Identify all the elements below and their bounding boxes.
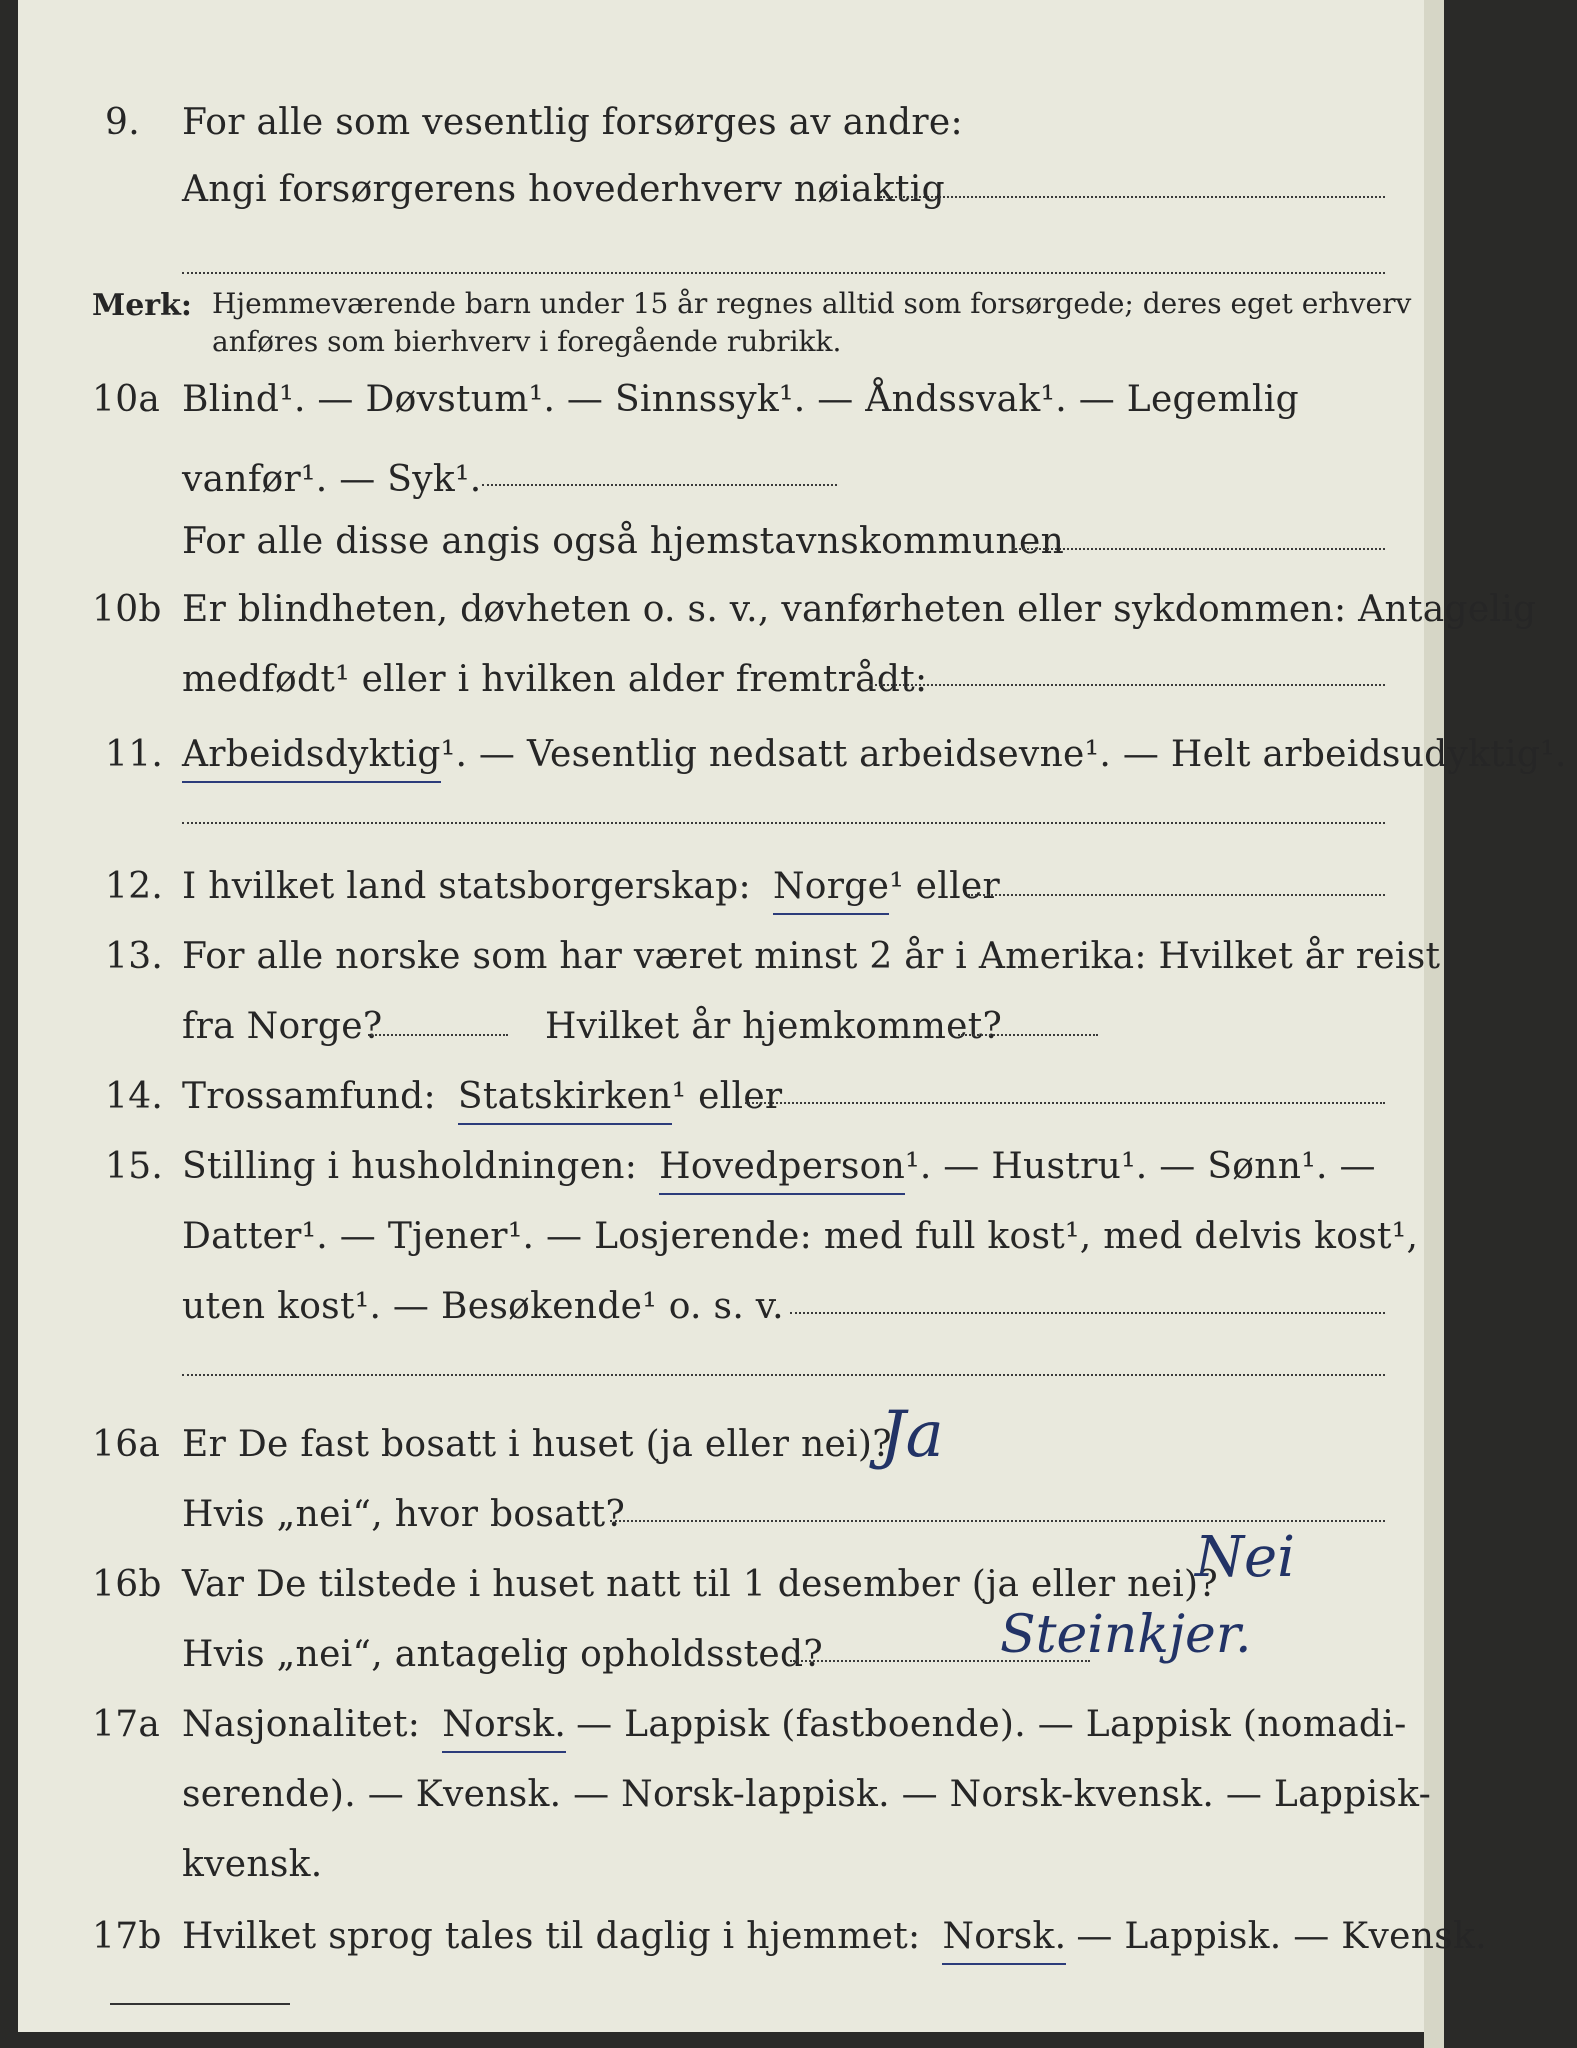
question-text: uten kost¹. — Besøkende¹ o. s. v. xyxy=(182,1286,784,1327)
answer-line[interactable] xyxy=(182,1374,1385,1376)
question-text: — Lappisk (fastboende). — Lappisk (nomadi- xyxy=(576,1704,1407,1745)
question-12-row xyxy=(0,862,1444,912)
question-15-row-3 xyxy=(0,1282,1444,1332)
question-number: 11. xyxy=(105,734,164,775)
question-17a-row xyxy=(0,1700,1444,1750)
selected-option: Norsk. xyxy=(442,1700,566,1753)
answer-line[interactable] xyxy=(368,1034,508,1036)
selected-option: Norge xyxy=(773,862,889,915)
question-text: Blind¹. — Døvstum¹. — Sinnssyk¹. — Åndssvak¹. — Legemlig xyxy=(182,379,1299,420)
question-number: 17b xyxy=(92,1916,162,1957)
question-text: Hvis „nei“, antagelig opholdssted? xyxy=(182,1634,823,1675)
question-number: 13. xyxy=(105,936,164,977)
question-text: Hvilket år hjemkommet? xyxy=(545,1006,1003,1047)
question-text: Nasjonalitet: xyxy=(182,1704,421,1745)
question-15-row-2 xyxy=(0,1212,1444,1262)
question-16a-row xyxy=(0,1420,1444,1470)
selected-option: Arbeidsdyktig xyxy=(182,730,441,783)
question-text: For alle som vesentlig forsørges av andre: xyxy=(182,102,963,143)
question-text: ¹. — Hustru¹. — Sønn¹. — xyxy=(905,1146,1376,1187)
answer-line[interactable] xyxy=(1012,548,1385,550)
question-14-row xyxy=(0,1072,1444,1122)
question-13-row-2 xyxy=(0,1002,1444,1052)
question-number: 16a xyxy=(92,1424,161,1465)
question-11-row xyxy=(0,730,1567,780)
question-text: serende). — Kvensk. — Norsk-lappisk. — Norsk-kvensk. — Lappisk- xyxy=(182,1774,1432,1815)
question-13-row xyxy=(0,932,1444,982)
question-text: vanfør¹. — Syk¹. xyxy=(182,459,482,500)
question-text: ¹. — Vesentlig nedsatt arbeidsevne¹. — Helt arbeidsudyktig¹. xyxy=(440,734,1567,775)
question-text: kvensk. xyxy=(182,1844,323,1885)
selected-option: Norsk. xyxy=(942,1912,1066,1965)
question-text: Hvis „nei“, hvor bosatt? xyxy=(182,1494,626,1535)
question-15-row xyxy=(0,1142,1444,1192)
question-text: Trossamfund: xyxy=(182,1076,436,1117)
question-10b-row xyxy=(0,585,1537,635)
question-9-row xyxy=(0,98,1444,148)
question-text: Hvilket sprog tales til daglig i hjemmet: xyxy=(182,1916,921,1957)
handwritten-answer: Ja xyxy=(880,1398,944,1472)
answer-line[interactable] xyxy=(745,1102,1385,1104)
question-number: 9. xyxy=(105,102,140,143)
answer-line[interactable] xyxy=(880,196,1385,198)
answer-line[interactable] xyxy=(870,684,1385,686)
handwritten-answer: Steinkjer. xyxy=(1000,1605,1252,1665)
question-text: Stilling i husholdningen: xyxy=(182,1146,638,1187)
question-text: ¹ eller xyxy=(671,1076,783,1117)
question-number: 14. xyxy=(105,1076,164,1117)
question-17a-row-3 xyxy=(0,1840,1444,1890)
question-17a-row-2 xyxy=(0,1770,1444,1820)
handwritten-answer: Nei xyxy=(1195,1525,1296,1590)
question-text: Er blindheten, døvheten o. s. v., vanførheten eller sykdommen: Antagelig xyxy=(182,589,1537,630)
question-10b-row-2 xyxy=(0,655,1444,705)
footnote-divider xyxy=(110,2003,290,2005)
answer-line[interactable] xyxy=(610,1520,1385,1522)
question-10a-row xyxy=(0,375,1444,425)
question-text: ¹ eller xyxy=(889,866,1001,907)
answer-line[interactable] xyxy=(968,894,1385,896)
question-10a-row-3 xyxy=(0,517,1444,567)
answer-line[interactable] xyxy=(182,272,1385,274)
question-number: 16b xyxy=(92,1564,162,1605)
question-number: 10b xyxy=(92,589,162,630)
question-10a-row-2 xyxy=(0,455,1444,505)
question-number: 12. xyxy=(105,866,164,907)
question-9-row-2 xyxy=(0,165,1444,215)
question-text: Var De tilstede i huset natt til 1 desember (ja eller nei)? xyxy=(182,1564,1218,1605)
question-text: Er De fast bosatt i huset (ja eller nei)? xyxy=(182,1424,892,1465)
note-label: Merk: xyxy=(92,288,192,323)
question-text: Angi forsørgerens hovederhverv nøiaktig xyxy=(182,169,945,210)
answer-line[interactable] xyxy=(790,1312,1385,1314)
question-text: medfødt¹ eller i hvilken alder fremtrådt: xyxy=(182,659,928,700)
question-text: fra Norge? xyxy=(182,1006,383,1047)
question-text: I hvilket land statsborgerskap: xyxy=(182,866,751,907)
question-number: 15. xyxy=(105,1146,164,1187)
question-text: For alle norske som har været minst 2 år i Amerika: Hvilket år reist xyxy=(182,936,1441,977)
question-number: 10a xyxy=(92,379,161,420)
question-number: 17a xyxy=(92,1704,161,1745)
selected-option: Statskirken xyxy=(458,1072,672,1125)
note-text: anføres som bierhverv i foregående rubrikk. xyxy=(212,325,842,358)
question-text: — Lappisk. — Kvensk. xyxy=(1076,1916,1487,1957)
question-17b-row xyxy=(0,1912,1487,1962)
answer-line[interactable] xyxy=(182,822,1385,824)
question-text: Datter¹. — Tjener¹. — Losjerende: med full kost¹, med delvis kost¹, xyxy=(182,1216,1419,1257)
note-text: Hjemmeværende barn under 15 år regnes alltid som forsørgede; deres eget erhverv xyxy=(212,287,1412,320)
question-text: For alle disse angis også hjemstavnskommunen xyxy=(182,521,1065,562)
answer-line[interactable] xyxy=(958,1034,1098,1036)
answer-line[interactable] xyxy=(790,1660,1090,1662)
answer-line[interactable] xyxy=(482,484,837,486)
selected-option: Hovedperson xyxy=(659,1142,905,1195)
